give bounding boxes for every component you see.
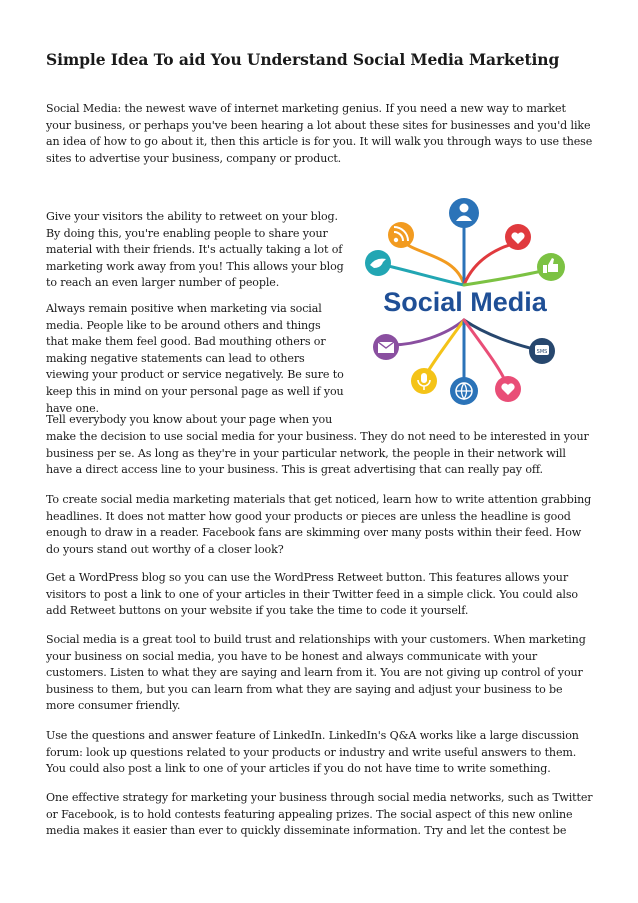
social-media-graphic <box>346 185 584 422</box>
paragraph-tell-start: Tell everybody you know about your page when you <box>46 413 333 426</box>
paragraph-intro: Social Media: the newest wave of internet marketing genius. If you need a new way to market your business, or perhaps you've been hearing a lot about these sites for businesses and you'd like an idea of how to go about it, then this article is for you. It will walk you through ways to use these sites to advertise your business, company or product. <box>46 102 593 165</box>
paragraph-trust: Social media is a great tool to build trust and relationships with your customers. When marketing your business on social media, you have to be honest and always communicate with your customers. Listen to what they are saying and learn from it. You are not giving up control of your business to them, but you can learn from what they are saying and adjust your business to be more consumer friendly. <box>46 633 586 713</box>
paragraph-contests: One effective strategy for marketing your business through social media networks, such as Twitter or Facebook, is to hold contests featuring appealing prizes. The social aspect of this new online media makes it easier than ever to quickly disseminate information. Try and let the contest be <box>46 791 593 838</box>
paragraph-positive: Always remain positive when marketing via social media. People like to be around others and things that make them feel good. Bad mouthing others or making negative statements can lead to others viewing your product or service negatively. Be sure to keep this in mind on your personal page as well if you have one. <box>46 302 344 415</box>
person-icon <box>449 198 479 228</box>
social-media-illustration <box>346 185 584 422</box>
thumbs-up-icon <box>537 253 565 281</box>
paragraph-headlines: To create social media marketing materials that get noticed, learn how to write attention grabbing headlines. It does not matter how good your products or pieces are unless the headline is good enough to draw in a reader. Facebook fans are skimming over many posts within their feed. How do yours stand out worthy of a closer look? <box>46 493 592 556</box>
chat-icon <box>495 376 521 402</box>
sms-icon <box>529 338 555 364</box>
envelope-icon <box>373 334 399 360</box>
illustration-title: Social Media <box>383 287 547 317</box>
heart-icon <box>505 224 531 250</box>
paragraph-linkedin: Use the questions and answer feature of LinkedIn. LinkedIn's Q&A works like a large discussion forum: look up questions related to your products or industry and write useful answers to them. You could also post a link to one of your articles if you do not have time to write something. <box>46 729 579 776</box>
svg-text:SMS: SMS <box>536 349 548 355</box>
paragraph-wordpress: Get a WordPress blog so you can use the WordPress Retweet button. This features allows your visitors to post a link to one of your articles in their Twitter feed in a simple click. You could also add Retweet buttons on your website if you take the time to code it yourself. <box>46 571 578 618</box>
rss-icon <box>388 222 414 248</box>
paragraph-tell-rest: make the decision to use social media for your business. They do not need to be interested in your business per se. As long as they're in your particular network, the people in their network will have a direct access line to your business. This is great advertising that can really pay off. <box>46 430 589 477</box>
globe-icon <box>450 377 478 405</box>
microphone-icon <box>411 368 437 394</box>
paragraph-retweet: Give your visitors the ability to retweet on your blog. By doing this, you're enabling people to share your material with their friends. It's actually taking a lot of marketing work away from you! This allows your blog to reach an even larger number of people. <box>46 210 344 290</box>
article-title: Simple Idea To aid You Understand Social Media Marketing <box>46 50 560 69</box>
bird-icon <box>365 250 391 276</box>
